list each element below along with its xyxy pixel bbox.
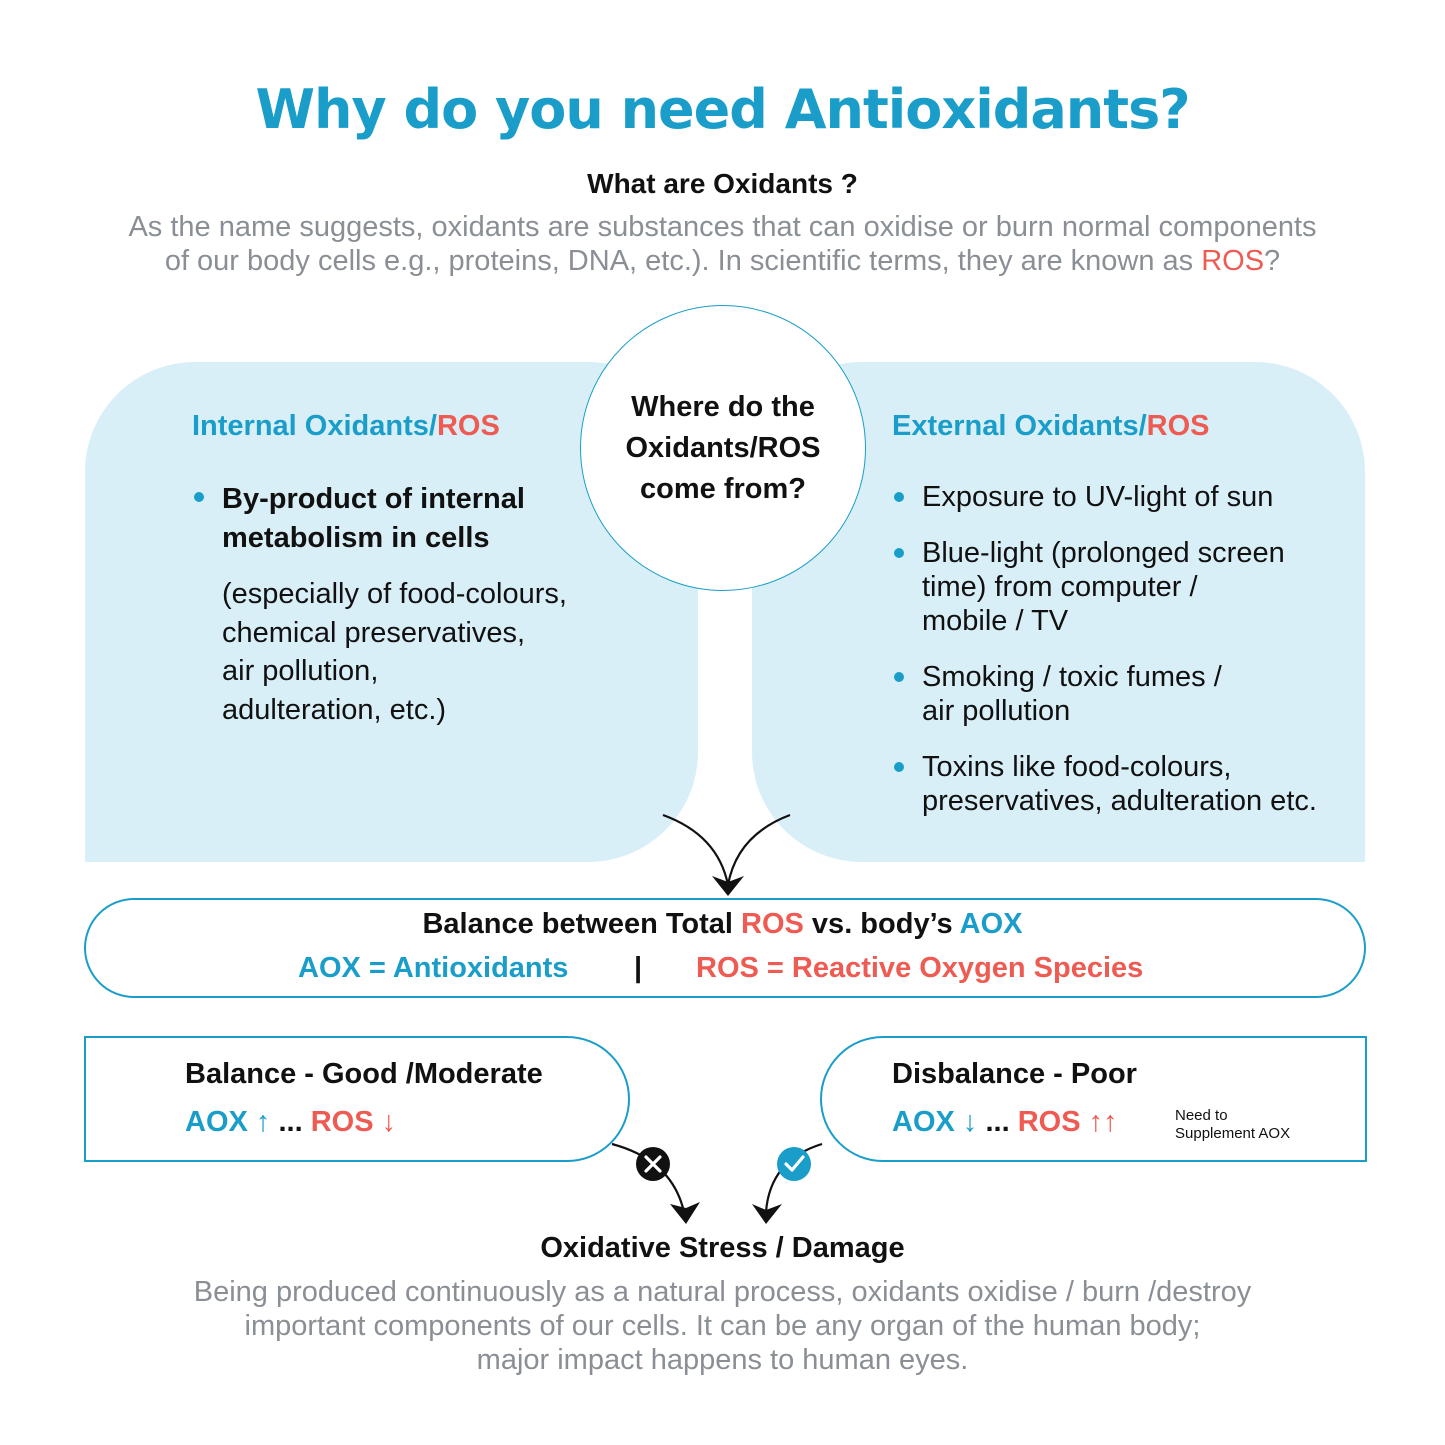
page-title: Why do you need Antioxidants? [255, 78, 1190, 141]
internal-note-line: (especially of food-colours, [222, 578, 567, 610]
aox-definition: AOX = Antioxidants [298, 952, 569, 984]
merge-arrow [663, 815, 790, 885]
external-heading-ros: ROS [1146, 410, 1210, 442]
supplement-note [1175, 1107, 1290, 1143]
balance-title-aox: AOX [959, 908, 1023, 940]
supplement-note-line-1: Need to [1175, 1107, 1228, 1124]
disbalance-poor-levels [892, 1106, 1118, 1139]
external-item-line: Blue-light (prolonged screen [922, 537, 1285, 569]
definition-separator: | [634, 952, 643, 984]
external-item-line: mobile / TV [922, 605, 1069, 637]
poor-aox: AOX ↓ [892, 1106, 978, 1138]
external-item-line: preservatives, adulteration etc. [922, 785, 1317, 817]
good-ros: ROS ↓ [310, 1106, 397, 1138]
internal-heading-ros: ROS [436, 410, 500, 442]
what-are-oxidants-heading: What are Oxidants ? [587, 168, 858, 199]
internal-bullet-1-line-1: By-product of internal [222, 483, 525, 515]
balance-title-text: Balance between Total [422, 908, 742, 940]
intro-question-mark: ? [1264, 245, 1281, 277]
poor-dots: ... [977, 1106, 1018, 1138]
intro-line-1: As the name suggests, oxidants are substances that can oxidise or burn normal components [128, 211, 1317, 243]
supplement-note-line-2: Supplement AOX [1175, 1125, 1291, 1142]
disbalance-poor-box [820, 1036, 1367, 1162]
external-item-line: time) from computer / [922, 571, 1198, 603]
cross-icon [636, 1147, 670, 1181]
check-icon [777, 1147, 811, 1181]
external-heading-text: External Oxidants/ [892, 410, 1147, 442]
internal-bullet-1-line-2: metabolism in cells [222, 522, 490, 554]
ros-definition: ROS = Reactive Oxygen Species [696, 952, 1144, 984]
balance-title [0, 908, 1445, 941]
intro-line-2-text: of our body cells e.g., proteins, DNA, etc.). In scientific terms, they are known as [164, 245, 1202, 277]
balance-title-ros: ROS [741, 908, 804, 940]
center-question-text: Where do the Oxidants/ROS come from? [625, 390, 821, 505]
good-dots: ... [270, 1106, 311, 1138]
internal-heading-text: Internal Oxidants/ [192, 410, 437, 442]
outro-line: Being produced continuously as a natural process, oxidants oxidise / burn /destroy [193, 1276, 1252, 1308]
internal-note-line: adulteration, etc.) [222, 693, 447, 726]
good-arrowhead [670, 1202, 700, 1224]
balance-good-levels [185, 1106, 396, 1139]
external-item-line: Toxins like food-colours, [922, 751, 1232, 783]
external-item-line: Exposure to UV-light of sun [922, 481, 1274, 513]
merge-arrowhead [712, 876, 744, 896]
balance-good-box [84, 1036, 630, 1162]
external-item-line: Smoking / toxic fumes / [922, 661, 1222, 693]
internal-note-line: chemical preservatives, [222, 616, 525, 649]
outro-text [120, 1275, 1325, 1377]
balance-good-heading: Balance - Good /Moderate [185, 1058, 543, 1090]
external-item-line: air pollution [922, 695, 1071, 727]
balance-title-text-2: vs. body’s [803, 908, 960, 940]
disbalance-poor-heading: Disbalance - Poor [892, 1058, 1137, 1090]
oxidative-stress-heading: Oxidative Stress / Damage [540, 1232, 905, 1264]
good-aox: AOX ↑ [185, 1106, 271, 1138]
internal-note-line: air pollution, [222, 655, 379, 687]
outro-line: important components of our cells. It can be any organ of the human body; [244, 1310, 1201, 1342]
intro-ros: ROS [1201, 245, 1265, 277]
outro-line: major impact happens to human eyes. [476, 1344, 969, 1376]
poor-ros: ROS ↑↑ [1017, 1106, 1118, 1138]
